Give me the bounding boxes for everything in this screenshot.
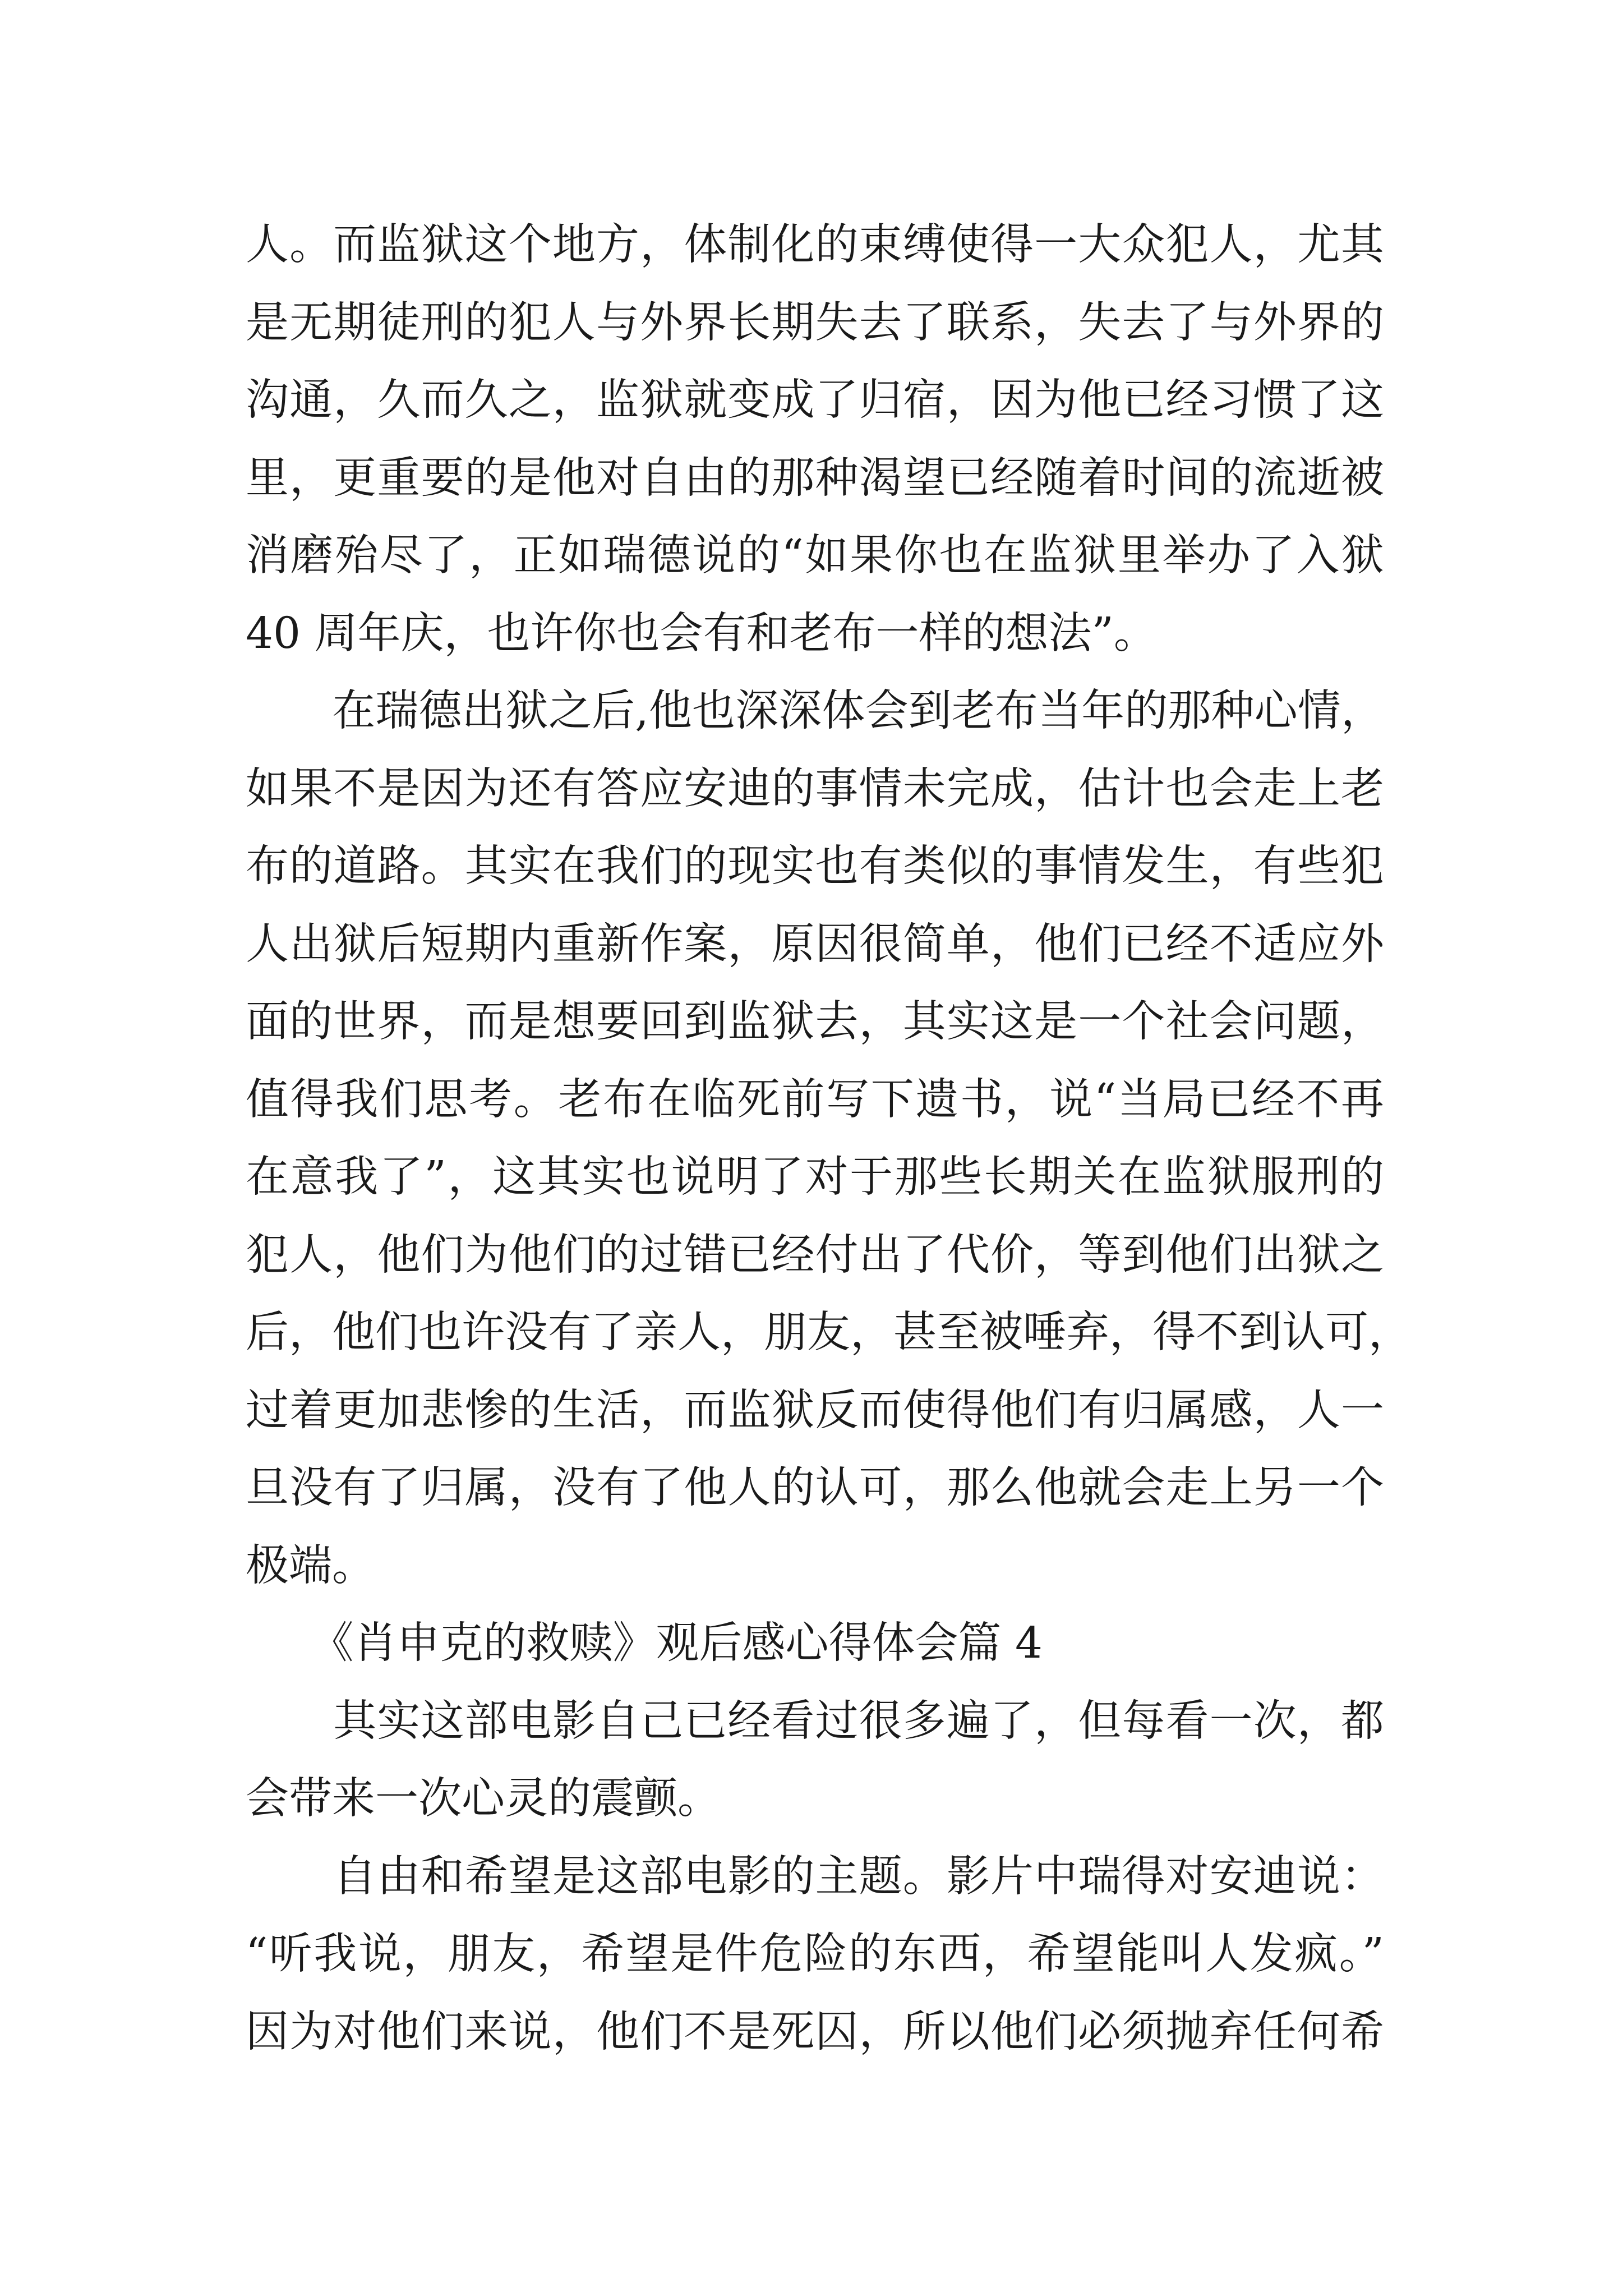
text-line: “听我说，朋友，希望是件危险的东西，希望能叫人发疯。” <box>246 1929 1384 1979</box>
text-line: 犯人，他们为他们的过错已经付出了代价，等到他们出狱之 <box>246 1230 1384 1280</box>
body-text <box>246 206 1412 2071</box>
text-line: 里，更重要的是他对自由的那种渴望已经随着时间的流逝被 <box>246 453 1384 503</box>
text-line: 40 周年庆，也许你也会有和老布一样的想法”。 <box>246 608 1157 659</box>
text-line: 极端。 <box>246 1540 375 1591</box>
text-line: 消磨殆尽了，正如瑞德说的“如果你也在监狱里举办了入狱 <box>246 531 1384 581</box>
text-line: 在瑞德出狱之后,他也深深体会到老布当年的那种心情， <box>246 686 1384 736</box>
text-line: 在意我了”，这其实也说明了对于那些长期关在监狱服刑的 <box>246 1152 1384 1202</box>
text-line: 其实这部电影自己已经看过很多遍了，但每看一次，都 <box>246 1696 1384 1746</box>
text-line: 过着更加悲惨的生活，而监狱反而使得他们有归属感，人一 <box>246 1385 1384 1435</box>
text-line: 值得我们思考。老布在临死前写下遗书，说“当局已经不再 <box>246 1074 1384 1125</box>
text-line: 因为对他们来说，他们不是死囚，所以他们必须抛弃任何希 <box>246 2007 1384 2057</box>
text-line: 人出狱后短期内重新作案，原因很简单，他们已经不适应外 <box>246 919 1384 969</box>
text-line: 人。而监狱这个地方，体制化的束缚使得一大众犯人，尤其 <box>246 220 1384 270</box>
text-line: 沟通，久而久之，监狱就变成了归宿，因为他已经习惯了这 <box>246 375 1384 425</box>
text-line: 旦没有了归属，没有了他人的认可，那么他就会走上另一个 <box>246 1463 1384 1513</box>
text-line: 后，他们也许没有了亲人，朋友，甚至被唾弃，得不到认可， <box>246 1308 1412 1358</box>
text-line: 如果不是因为还有答应安迪的事情未完成，估计也会走上老 <box>246 763 1384 814</box>
text-line: 布的道路。其实在我们的现实也有类似的事情发生，有些犯 <box>246 841 1384 891</box>
text-line: 面的世界，而是想要回到监狱去，其实这是一个社会问题， <box>246 997 1384 1047</box>
text-line: 会带来一次心灵的震颤。 <box>246 1774 721 1824</box>
text-line: 《肖申克的救赎》观后感心得体会篇 4 <box>246 1618 1043 1668</box>
text-line: 是无期徒刑的犯人与外界长期失去了联系，失去了与外界的 <box>246 297 1384 348</box>
text-line: 自由和希望是这部电影的主题。影片中瑞得对安迪说： <box>246 1851 1384 1902</box>
